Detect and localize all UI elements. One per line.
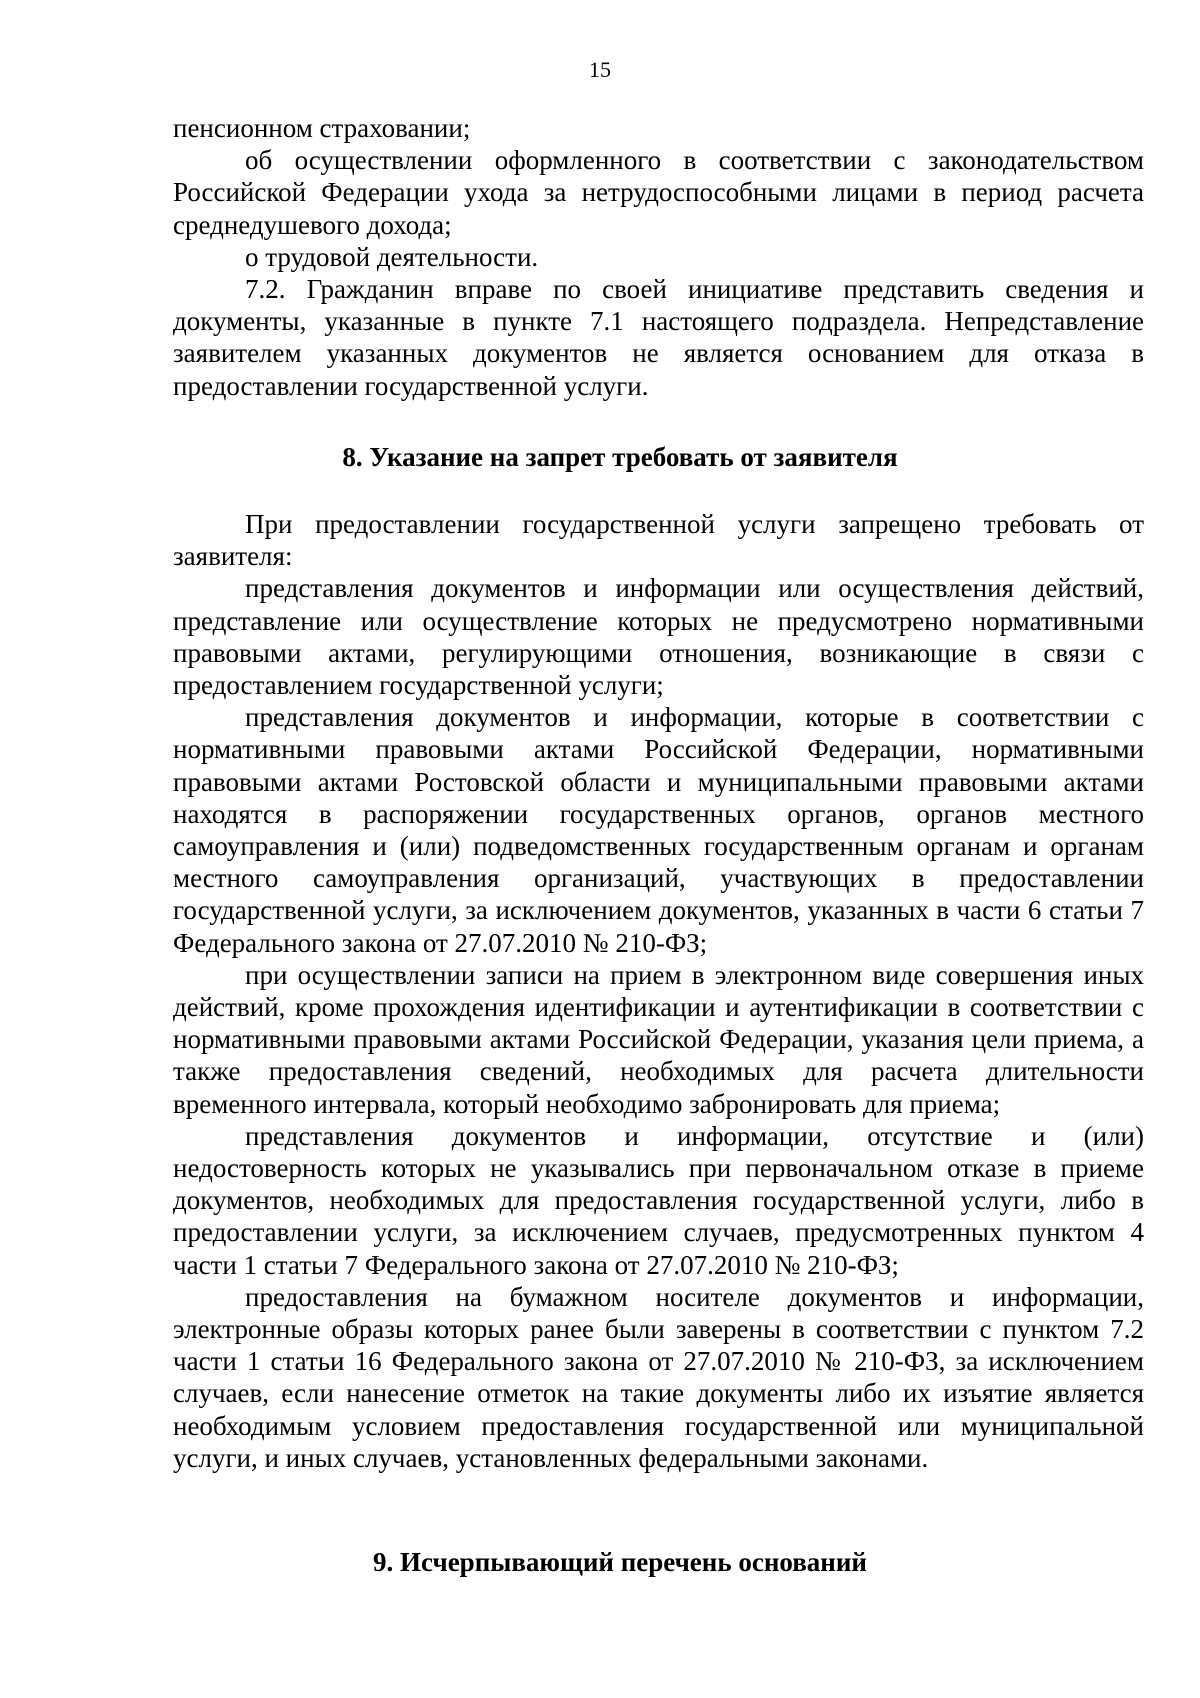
page-number: 15 — [589, 57, 611, 82]
section-8-heading: 8. Указание на запрет требовать от заявителя — [342, 442, 898, 472]
paragraph: представления документов и информации, отсутствие и (или) недостоверность которых не указывались при первоначальном отказе в приеме документов, необходимых для предоставления государственной услуги, либо в предоставлении услуги, за исключением случаев, предусмотренных пунктом 4 части 1 статьи 7 Федерального закона от 27.07.2010 № 210-ФЗ; — [173, 1120, 1144, 1280]
paragraph: представления документов и информации, которые в соответствии с нормативными правовыми актами Российской Федерации, нормативными правовыми актами Ростовской области и муниципальными правовыми актами находятся в распоряжении государственных органов, органов местного самоуправления и (или) подведомственных государственным органам и органам местного самоуправления организаций, участвующих в предоставлении государственной услуги, за исключением документов, указанных в части 6 статьи 7 Федерального закона от 27.07.2010 № 210-ФЗ; — [173, 702, 1144, 958]
section-8-body — [173, 508, 1144, 1474]
paragraph: 7.2. Гражданин вправе по своей инициативе представить сведения и документы, указанные в пункте 7.1 настоящего подраздела. Непредставление заявителем указанных документов не является основанием для отказа в предоставлении государственной услуги. — [173, 274, 1144, 401]
paragraph: при осуществлении записи на прием в электронном виде совершения иных действий, кроме прохождения идентификации и аутентификации в соответствии с нормативными правовыми актами Российской Федерации, указания цели приема, а также предоставления сведений, необходимых для расчета длительности временного интервала, который необходимо забронировать для приема; — [173, 959, 1144, 1119]
paragraph: об осуществлении оформленного в соответствии с законодательством Российской Федерации ухода за нетрудоспособными лицами в период расчета среднедушевого дохода; — [173, 145, 1144, 240]
section-9-heading: 9. Исчерпывающий перечень оснований — [373, 1547, 867, 1577]
paragraph: предоставления на бумажном носителе документов и информации, электронные образы которых ранее были заверены в соответствии с пунктом 7.2 части 1 статьи 16 Федерального закона от 27.07.2010 № 210-ФЗ, за исключением случаев, если нанесение отметок на такие документы либо их изъятие является необходимым условием предоставления государственной или муниципальной услуги, и иных случаев, установленных федеральными законами. — [173, 1281, 1144, 1473]
paragraph: о трудовой деятельности. — [245, 241, 539, 272]
paragraph: При предоставлении государственной услуги запрещено требовать от заявителя: — [173, 509, 1144, 572]
top-text-block — [173, 112, 1144, 402]
paragraph: пенсионном страховании; — [173, 113, 471, 143]
paragraph: представления документов и информации или осуществления действий, представление или осуществление которых не предусмотрено нормативными правовыми актами, регулирующими отношения, возникающие в связи с предоставлением государственной услуги; — [173, 573, 1144, 701]
